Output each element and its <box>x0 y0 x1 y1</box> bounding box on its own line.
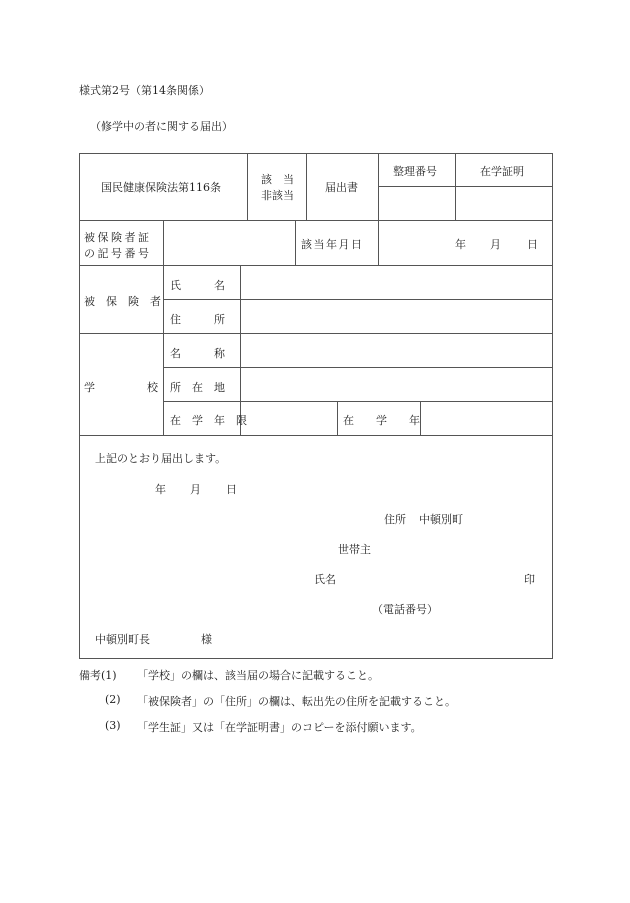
insured-name-label: 氏 名 <box>170 279 225 292</box>
col-divider <box>163 265 164 435</box>
form-subtitle: （修学中の者に関する届出） <box>90 120 233 133</box>
col-divider <box>378 220 379 265</box>
ref-no-label: 整理番号 <box>393 165 437 178</box>
insured-no-label-line2: の記号番号 <box>84 247 152 260</box>
school-label-left: 学 <box>84 381 95 394</box>
decl-month: 月 <box>190 483 201 496</box>
col-divider <box>240 265 241 435</box>
col-divider <box>420 401 421 435</box>
note-1-text: 「学校」の欄は、該当届の場合に記載すること。 <box>137 669 379 682</box>
col-divider <box>163 220 164 265</box>
insured-no-label-line1: 被保険者証 <box>84 231 152 244</box>
form-id: 様式第2号（第14条関係） <box>79 84 210 97</box>
seal-mark: 印 <box>524 573 535 586</box>
note-1-number: 備考(1) <box>79 669 117 682</box>
grade-label: 在 学 年 <box>343 414 420 427</box>
row-divider <box>163 401 553 402</box>
row-divider <box>79 333 553 334</box>
notification-label: 届出書 <box>325 181 358 194</box>
row-divider <box>163 367 553 368</box>
applicable-label: 該 当 <box>261 173 294 186</box>
addressee: 中頓別町長 <box>95 633 150 646</box>
note-3-number: (3) <box>105 719 121 732</box>
note-2-number: (2) <box>105 693 121 706</box>
row-divider <box>79 265 553 266</box>
insured-address-label: 住 所 <box>170 313 225 326</box>
school-label-right: 校 <box>147 381 158 394</box>
enrollment-cert-label: 在学証明 <box>480 165 524 178</box>
day-label: 日 <box>527 238 538 251</box>
school-name-label: 名 称 <box>170 347 225 360</box>
col-divider <box>378 153 379 220</box>
decl-address-value: 中頓別町 <box>419 513 463 526</box>
decl-day: 日 <box>226 483 237 496</box>
law-label: 国民健康保険法第116条 <box>101 181 221 194</box>
row-divider <box>79 220 553 221</box>
decl-address-label: 住所 <box>384 513 406 526</box>
col-divider <box>247 153 248 220</box>
school-location-label: 所 在 地 <box>170 381 225 394</box>
enrollment-period-label: 在 学 年 限 <box>170 414 247 427</box>
col-divider <box>455 153 456 220</box>
note-2-text: 「被保険者」の「住所」の欄は、転出先の住所を記載すること。 <box>137 695 456 708</box>
note-3-text: 「学生証」又は「在学証明書」のコピーを添付願います。 <box>137 721 422 734</box>
honorific: 様 <box>201 633 212 646</box>
decl-year: 年 <box>155 483 166 496</box>
col-divider <box>295 220 296 265</box>
declaration-statement: 上記のとおり届出します。 <box>95 452 227 465</box>
year-label: 年 <box>455 238 466 251</box>
insured-label: 被 保 険 者 <box>84 295 161 308</box>
row-divider <box>79 435 553 436</box>
row-divider <box>163 299 553 300</box>
applicable-date-label: 該当年月日 <box>301 238 364 251</box>
row-divider <box>378 186 553 187</box>
col-divider <box>306 153 307 220</box>
decl-name-label: 氏名 <box>314 573 336 586</box>
phone-label: （電話番号） <box>372 603 438 616</box>
householder-label: 世帯主 <box>338 543 371 556</box>
not-applicable-label: 非該当 <box>261 189 294 202</box>
month-label: 月 <box>490 238 501 251</box>
col-divider <box>337 401 338 435</box>
